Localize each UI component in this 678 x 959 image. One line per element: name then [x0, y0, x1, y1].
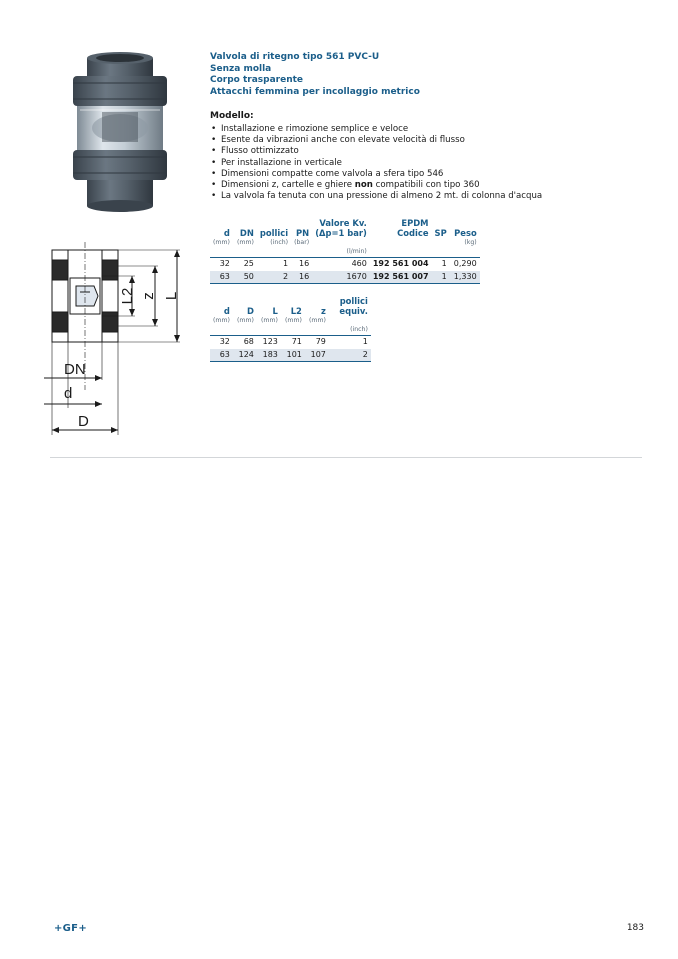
feature-emphasis: non	[354, 180, 373, 191]
feature-item: • Flusso ottimizzato	[210, 146, 542, 157]
feature-item: • Dimensioni compatte come valvola a sfera tipo 546	[210, 169, 542, 180]
unit-label: (mm)	[261, 317, 278, 324]
cell: 50	[233, 271, 257, 284]
cell: 1	[432, 271, 450, 284]
cell: 71	[291, 337, 302, 346]
section-divider	[50, 457, 642, 458]
table-row	[210, 349, 371, 362]
unit-label: (inch)	[350, 326, 368, 333]
cell: 63	[210, 271, 233, 284]
feature-item: • La valvola fa tenuta con una pressione di almeno 2 mt. di colonna d'acqua	[210, 191, 542, 202]
cell: 101	[281, 349, 305, 362]
cell: 0,290	[453, 259, 477, 268]
page-number: 183	[626, 923, 644, 933]
product-title	[210, 52, 420, 98]
cell: 124	[233, 349, 257, 362]
title-line: Senza molla	[210, 63, 272, 74]
cell: 1670	[312, 271, 370, 284]
cell: 2	[329, 349, 371, 362]
valve-product-image	[50, 46, 190, 216]
feature-item: • Esente da vibrazioni anche con elevate velocità di flusso	[210, 135, 542, 146]
col-header: SP	[434, 228, 447, 238]
drawing-label-l2: L2	[119, 287, 136, 305]
unit-label	[329, 316, 371, 326]
drawing-label-d-upper: D	[78, 413, 89, 430]
col-header: pollici	[259, 228, 289, 238]
col-header-line: (Δp=1 bar)	[315, 228, 367, 238]
cell: 123	[262, 337, 278, 346]
cell: 63	[210, 349, 233, 362]
feature-item: • Installazione e rimozione semplice e veloce	[210, 124, 542, 135]
unit-label: (mm)	[213, 317, 230, 324]
col-header	[329, 296, 371, 316]
title-line: Corpo trasparente	[210, 75, 304, 85]
drawing-label-dn: DN	[64, 361, 86, 378]
col-header	[370, 218, 432, 238]
cell: 79	[315, 337, 326, 346]
cell: 183	[257, 349, 281, 362]
cell: 32	[219, 259, 230, 268]
feature-text: compatibili con tipo 360	[372, 180, 480, 191]
feature-list	[210, 124, 542, 202]
col-header-line: pollici	[339, 296, 368, 306]
unit-label	[370, 238, 432, 248]
cell: 460	[351, 259, 367, 268]
unit-label: (mm)	[237, 239, 254, 246]
gf-logo: +GF+	[54, 923, 87, 934]
cell: 68	[243, 337, 254, 346]
dimension-drawing	[40, 240, 190, 440]
unit-label: (mm)	[309, 317, 326, 324]
cell-code: 192 561 007	[370, 271, 432, 284]
table-row	[210, 258, 480, 271]
col-header-line: equiv.	[339, 306, 368, 316]
unit-label: (mm)	[213, 239, 230, 246]
table-row	[210, 336, 371, 349]
col-header: L2	[290, 306, 302, 316]
cell: 107	[305, 349, 329, 362]
title-line: Attacchi femmina per incollaggio metrico	[210, 86, 420, 97]
unit-label: (mm)	[237, 317, 254, 324]
col-header-line: Codice	[397, 228, 429, 238]
col-header-line: EPDM	[401, 218, 429, 228]
col-header	[312, 218, 370, 238]
cell: 32	[219, 337, 230, 346]
model-heading: Modello:	[210, 111, 254, 121]
cell-code: 192 561 004	[372, 259, 429, 268]
table-row	[210, 271, 480, 284]
col-header-line: Valore Kv.	[319, 218, 367, 228]
unit-label: (bar)	[294, 239, 310, 246]
unit-label: (l/min)	[346, 248, 367, 255]
drawing-label-z: z	[140, 292, 157, 300]
cell: 1	[441, 259, 447, 268]
unit-label	[432, 238, 450, 248]
col-header: L	[272, 306, 278, 316]
cell: 1,330	[450, 271, 480, 284]
col-header: D	[246, 306, 254, 316]
unit-label	[312, 238, 370, 248]
unit-label: (mm)	[285, 317, 302, 324]
specs-table	[210, 218, 480, 284]
title-line: Valvola di ritegno tipo 561 PVC-U	[210, 52, 380, 62]
cell: 25	[243, 259, 254, 268]
cell: 1	[283, 259, 289, 268]
col-header: d	[223, 306, 230, 316]
col-header: z	[321, 306, 326, 316]
cell: 16	[299, 259, 310, 268]
drawing-label-d: d	[64, 385, 73, 402]
drawing-label-l: L	[163, 291, 180, 301]
dimensions-table	[210, 296, 371, 362]
feature-item: • Per installazione in verticale	[210, 158, 542, 169]
cell: 1	[362, 337, 368, 346]
feature-item	[210, 180, 542, 191]
col-header: Peso	[454, 228, 477, 238]
cell: 2	[257, 271, 291, 284]
col-header: DN	[239, 228, 254, 238]
feature-text: Dimensioni z, cartelle e ghiere	[221, 180, 355, 191]
col-header: d	[223, 228, 230, 238]
cell: 16	[291, 271, 312, 284]
unit-label: (kg)	[464, 239, 477, 246]
unit-label: (inch)	[270, 239, 289, 246]
col-header: PN	[296, 228, 310, 238]
